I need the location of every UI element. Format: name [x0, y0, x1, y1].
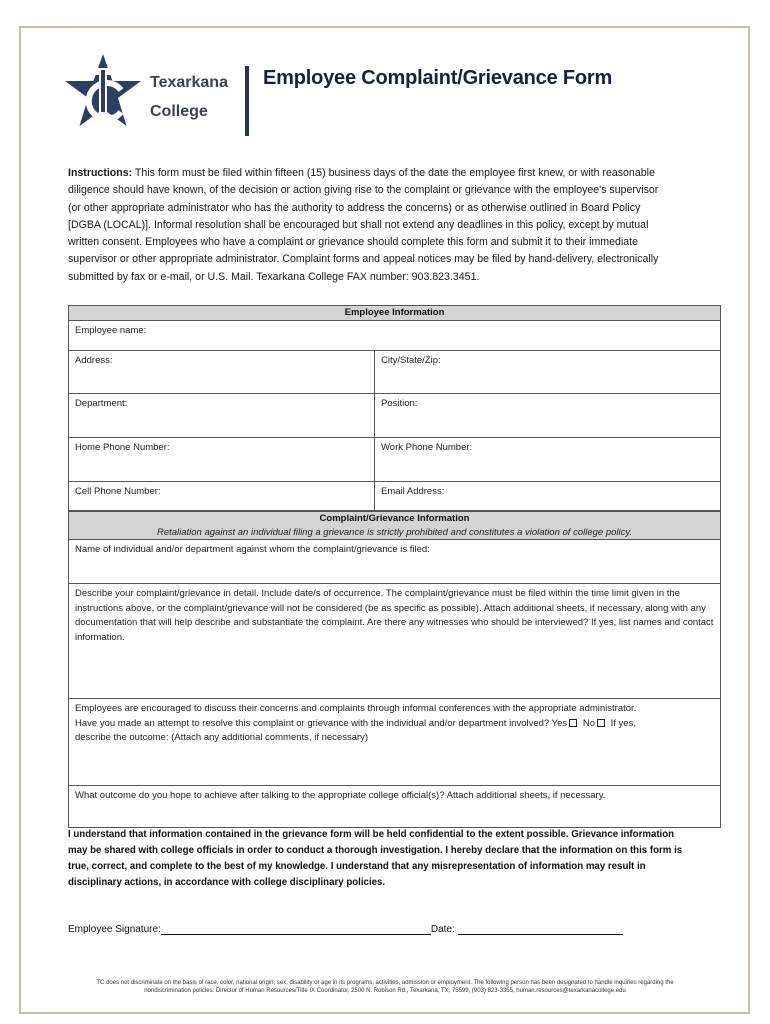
describe-field[interactable] [69, 584, 720, 698]
city-state-zip-label: City/State/Zip: [381, 355, 441, 366]
department-label: Department: [75, 398, 128, 409]
outcome-field[interactable] [69, 786, 720, 827]
outcome-row [69, 786, 720, 827]
address-row [69, 351, 720, 394]
describe-label: Describe your complaint/grievance in detail. Include date/s of occurrence. The complaint/grievance must be filed within the time limit given in the instructions above, or the complaint/grievance will not be considered (be as specific as possible). Attach additional sheets, if necessary, along with any documentation that will help describe and substantiate the complaint. Are there any witnesses who should be interviewed? If yes, list names and contact information. [75, 588, 714, 643]
informal-question: Have you made an attempt to resolve this complaint or grievance with the individual and/or department involved? Yes [75, 717, 568, 729]
declaration: I understand that information contained in the grievance form will be held confidential to the extent possible. Grievance information may be shared with college officials in order to conduct a thorough investigation. I hereby declare that the information on this form is true, correct, and complete to the best of my knowledge. I understand that any misrepresentation of information may result in disciplinary actions, in accordance with college disciplinary policies. [68, 829, 683, 888]
texarkana-college-logo [63, 52, 143, 132]
cell-phone-label: Cell Phone Number: [75, 486, 161, 497]
against-row [69, 540, 720, 584]
informal-line3: describe the outcome: (Attach any additional comments, if necessary) [75, 732, 369, 744]
address-label: Address: [75, 355, 113, 366]
email-field[interactable] [375, 482, 720, 510]
phone-row [69, 438, 720, 482]
complaint-info-header [69, 511, 720, 540]
date-label: Date: [430, 924, 455, 935]
informal-field[interactable] [69, 699, 720, 785]
position-label: Position: [381, 398, 418, 409]
department-row [69, 394, 720, 438]
instructions-text: This form must be filed within fifteen (15) business days of the date the employee first knew, or with reasonable diligence should have known, of the decision or action giving rise to the complaint or grievance with the employee's supervisor (or other appropriate administrator who has the authority to address the concerns) or as otherwise outlined in Board Policy [DGBA (LOCAL)]. Informal resolution shall be encouraged but shall not extend any deadlines in this policy, except by mutual written consent. Employees who have a complaint or grievance should complete this form and submit it to their immediate supervisor or other appropriate administrator. Complaint forms and appeal notices may be filed by hand-delivery, electronically submitted by fax or e-mail, or U.S. Mail. Texarkana College FAX number: 903.823.3451. [68, 167, 659, 283]
cell-email-row [69, 482, 720, 511]
no-checkbox[interactable] [597, 719, 605, 727]
email-label: Email Address: [381, 486, 445, 497]
position-field[interactable] [375, 394, 720, 437]
yes-checkbox[interactable] [569, 719, 577, 727]
instructions-label: Instructions: [68, 167, 133, 179]
no-label: No [582, 717, 595, 729]
city-state-zip-field[interactable] [375, 351, 720, 393]
outcome-label: What outcome do you hope to achieve after talking to the appropriate college official(s)? Attach additional sheets, if necessary. [75, 790, 606, 801]
title-divider [245, 66, 249, 136]
work-phone-field[interactable] [375, 438, 720, 481]
home-phone-field[interactable] [69, 438, 375, 481]
informal-row [69, 699, 720, 786]
complaint-info-heading: Complaint/Grievance Information [319, 513, 470, 524]
form-table [68, 305, 721, 828]
employee-name-row [69, 321, 720, 351]
cell-phone-field[interactable] [69, 482, 375, 510]
informal-line2 [75, 717, 714, 732]
signature-label: Employee Signature: [68, 924, 161, 935]
signature-line [68, 923, 623, 935]
home-phone-label: Home Phone Number: [75, 442, 170, 453]
footer [80, 979, 690, 995]
retaliation-note: Retaliation against an individual filing a grievance is strictly prohibited and constitutes a violation of college policy. [156, 527, 633, 538]
signature-field[interactable] [161, 923, 431, 935]
informal-line1: Employees are encouraged to discuss their concerns and complaints through informal conferences with the appropriate administrator. [75, 703, 637, 714]
employee-info-header [69, 306, 720, 321]
describe-row [69, 584, 720, 699]
college-name-line2: College [150, 103, 208, 120]
college-name-line1: Texarkana [150, 74, 228, 91]
footer-line1: TC does not discriminate on the basis of race, color, national origin, sex, disability or age in its programs, activities, admission or employment. The following person has been designated to handle inquiries regarding the [96, 980, 674, 986]
page-title: Employee Complaint/Grievance Form [263, 67, 613, 89]
against-field[interactable] [69, 540, 720, 583]
department-field[interactable] [69, 394, 375, 437]
work-phone-label: Work Phone Number: [381, 442, 473, 453]
against-label: Name of individual and/or department against whom the complaint/grievance is filed: [75, 544, 430, 555]
date-field[interactable] [458, 923, 623, 935]
employee-info-heading: Employee Information [344, 307, 445, 318]
address-field[interactable] [69, 351, 375, 393]
employee-name-field[interactable] [69, 321, 720, 350]
footer-line2: nondiscrimination policies: Director of Human Resources/Title IX Coordinator, 2500 N. Robison Rd., Texarkana, TX, 75599, (903) 823-3355, human.resources@texarkanacollege.edu [144, 988, 626, 994]
instructions [68, 165, 668, 286]
employee-name-label: Employee name: [75, 325, 147, 336]
if-yes-label: If yes, [610, 717, 636, 729]
college-name [150, 68, 228, 126]
